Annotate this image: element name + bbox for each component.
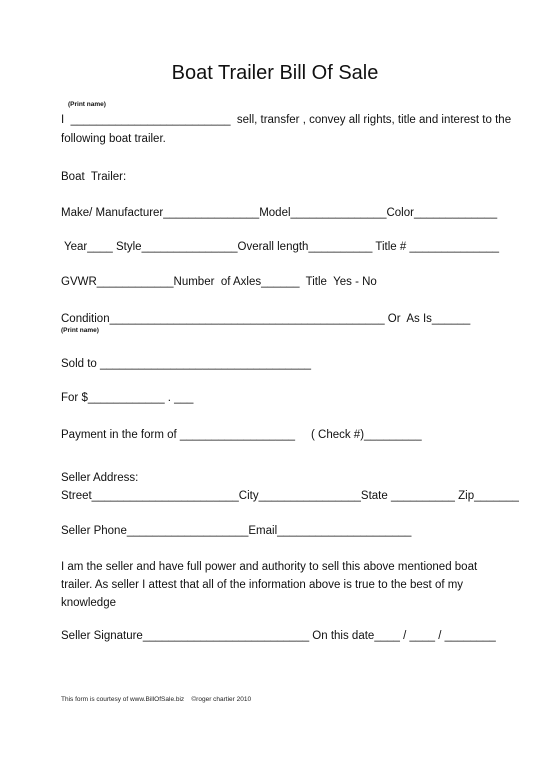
attestation-line-1: I am the seller and have full power and authority to sell this above mentioned boat: [61, 561, 478, 573]
attestation-line-3: knowledge: [61, 597, 116, 609]
print-name-label: (Print name): [68, 101, 106, 108]
address-line: Street_______________________City________________State __________ Zip_______: [61, 490, 519, 502]
payment-line: Payment in the form of __________________ ( Check #)_________: [61, 429, 422, 441]
price-line: For $____________ . ___: [61, 392, 194, 404]
seller-statement-line-1: I _________________________ sell, transfer , convey all rights, title and interest to the: [61, 114, 512, 126]
footer-credit: This form is courtesy of www.BillOfSale.biz ©roger chartier 2010: [61, 696, 252, 703]
document-title: Boat Trailer Bill Of Sale: [171, 62, 379, 84]
phone-email-line: Seller Phone___________________Email_____________________: [61, 525, 412, 537]
sold-to-line: Sold to _________________________________: [61, 358, 312, 370]
section-heading-boat-trailer: Boat Trailer:: [61, 171, 127, 183]
year-style-length-title-line: Year____ Style_______________Overall length__________ Title # ______________: [61, 241, 500, 253]
make-model-color-line: Make/ Manufacturer_______________Model_______________Color_____________: [61, 207, 498, 219]
signature-date-line: Seller Signature__________________________ On this date____ / ____ / ________: [61, 630, 496, 642]
gvwr-axles-title-line: GVWR____________Number of Axles______ Title Yes - No: [61, 276, 377, 288]
condition-line: Condition___________________________________________ Or As Is______: [61, 313, 471, 325]
seller-address-heading: Seller Address:: [61, 472, 139, 484]
print-name-label: (Print name): [61, 327, 99, 334]
attestation-line-2: trailer. As seller I attest that all of the information above is true to the best of my: [61, 579, 464, 591]
seller-statement-line-2: following boat trailer.: [61, 133, 166, 145]
